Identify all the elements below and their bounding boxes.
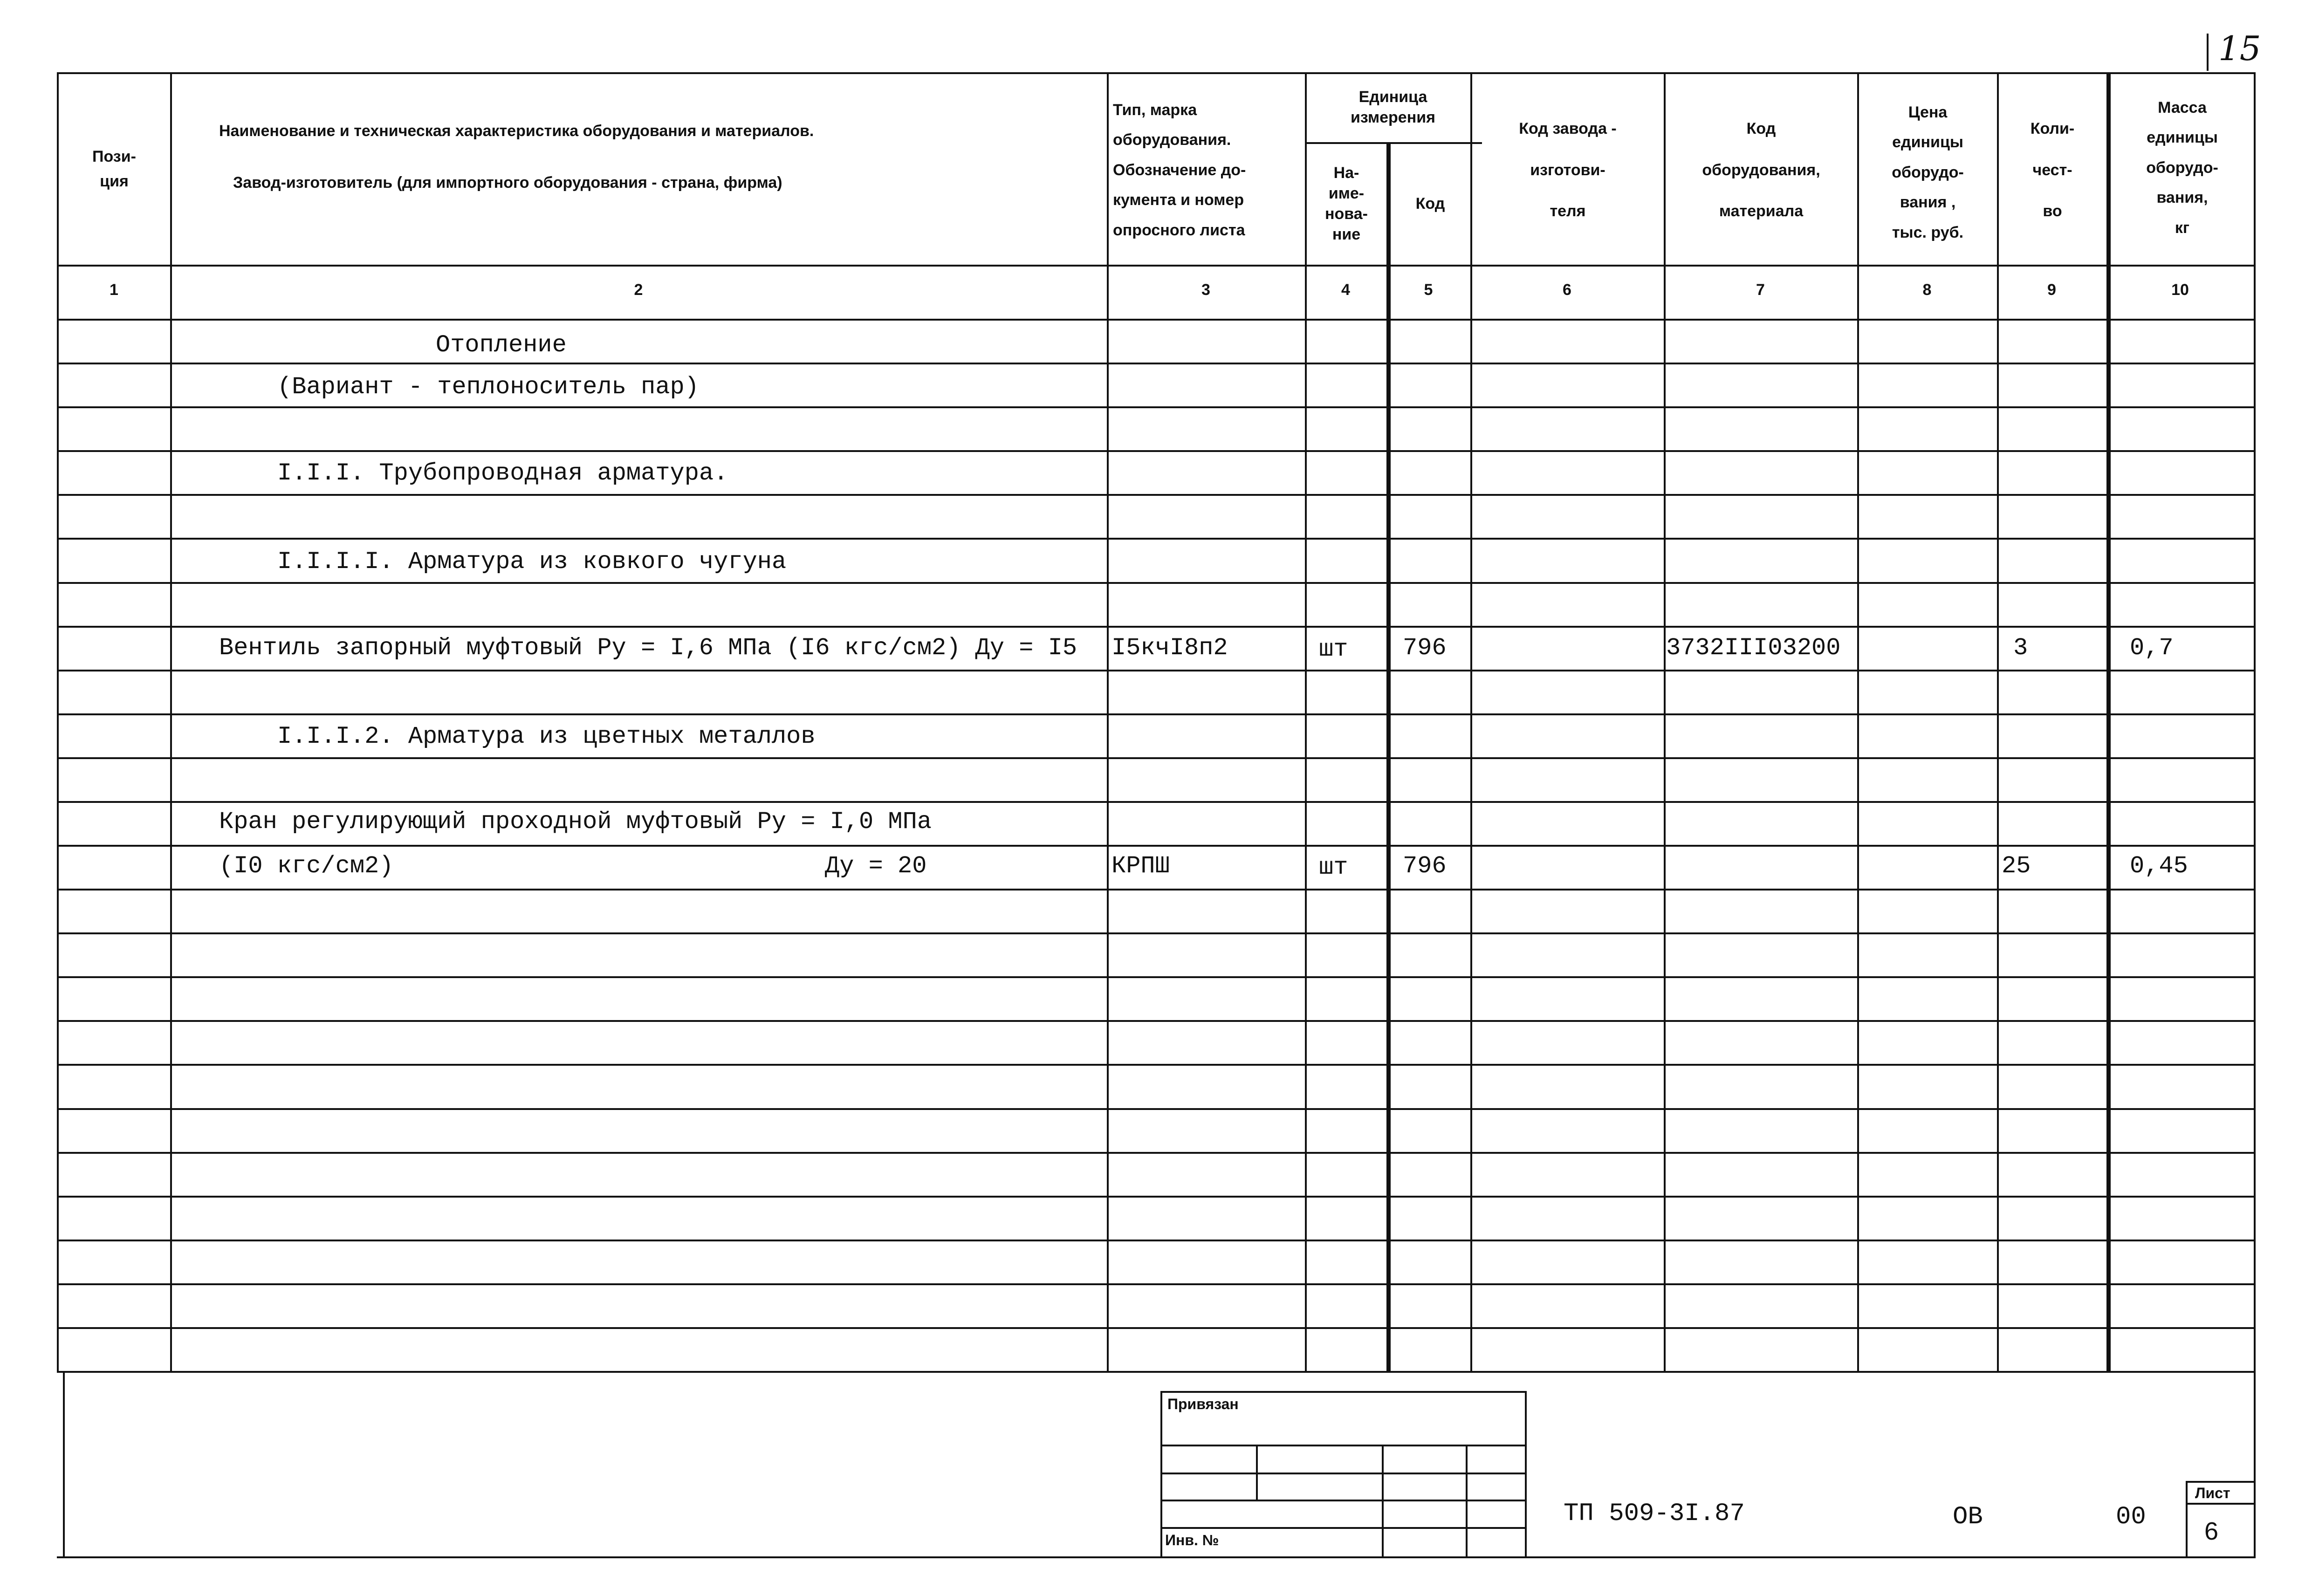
stamp-attached-label: Привязан	[1167, 1396, 1239, 1412]
stamp-v-1	[1256, 1445, 1258, 1500]
header-mass-line-5: кг	[2175, 219, 2190, 237]
row-divider	[57, 713, 2256, 715]
header-factory-line-3: теля	[1550, 202, 1586, 220]
item-tap-unit-code: 796	[1403, 852, 1447, 880]
header-name-line-1: Наименование и техническая характеристика оборудования и материалов.	[219, 122, 814, 140]
header-factory-code	[1473, 93, 1663, 247]
column-number-10: 10	[2171, 281, 2189, 299]
stamp-v-3	[1466, 1445, 1468, 1557]
sheet-box-left	[2186, 1481, 2188, 1557]
col-divider-7	[1857, 72, 1859, 1372]
header-price-line-1: Цена	[1908, 103, 1948, 121]
column-number-1: 1	[110, 281, 118, 299]
header-unit-name	[1307, 145, 1386, 262]
column-number-7: 7	[1756, 281, 1765, 299]
header-unit-name-line-2: име-	[1328, 184, 1365, 202]
row-divider	[57, 976, 2256, 978]
header-price-line-5: тыс. руб.	[1892, 223, 1964, 241]
item-valve-type: I5кчI8п2	[1111, 634, 1228, 662]
corner-mark	[2207, 34, 2209, 71]
table-top-border	[57, 72, 2256, 74]
stamp-line-1	[1160, 1445, 1526, 1446]
stamp-top	[1160, 1391, 1526, 1393]
col-divider-3	[1305, 72, 1307, 1372]
header-material-line-1: Код	[1746, 120, 1776, 138]
section-title-heating: Отопление	[436, 331, 567, 359]
col-divider-5	[1470, 72, 1472, 1372]
column-number-5: 5	[1424, 281, 1433, 299]
header-name-line-2: Завод-изготовитель (для импортного оборудования - страна, фирма)	[233, 174, 782, 192]
row-divider	[57, 1152, 2256, 1154]
column-number-8: 8	[1922, 281, 1932, 299]
row-divider	[57, 1283, 2256, 1285]
stamp-line-4	[1160, 1527, 1526, 1529]
row-divider	[57, 1064, 2256, 1066]
header-bottom-border	[57, 265, 2256, 267]
column-number-3: 3	[1201, 281, 1210, 299]
row-divider	[57, 494, 2256, 496]
row-divider	[57, 538, 2256, 540]
stamp-line-2	[1160, 1473, 1526, 1474]
item-valve-name: Вентиль запорный муфтовый Ру = I,6 МПа (I6 кгс/см2) Ду = I5	[219, 634, 1077, 662]
header-position-line-2: ция	[100, 172, 129, 190]
header-factory-line-2: изготови-	[1530, 161, 1605, 179]
row-divider	[57, 845, 2256, 847]
stamp-right	[1525, 1391, 1527, 1557]
row-divider	[57, 582, 2256, 584]
table-right-border	[2254, 72, 2256, 1557]
header-material-code	[1666, 93, 1856, 247]
section-variant: (Вариант - теплоноситель пар)	[277, 373, 699, 401]
header-mass-line-3: оборудо-	[2146, 158, 2218, 177]
header-mass-line-1: Масса	[2158, 98, 2207, 116]
col-divider-8	[1997, 72, 1999, 1372]
sheet-box-top	[2186, 1481, 2256, 1483]
item-valve-quantity: 3	[2013, 634, 2028, 662]
row-divider	[57, 801, 2256, 803]
header-type-line-5: опросного листа	[1113, 221, 1245, 239]
sheet-corner-number: 15	[2218, 29, 2261, 68]
column-number-9: 9	[2047, 281, 2056, 299]
header-unit-group	[1307, 79, 1479, 135]
header-unit-name-line-3: нова-	[1325, 205, 1368, 223]
header-type-line-4: кумента и номер	[1113, 191, 1244, 209]
sheet-bottom-border	[57, 1556, 2256, 1558]
header-mass-line-4: вания,	[2156, 189, 2208, 207]
header-mass	[2111, 79, 2253, 256]
header-unit-code	[1391, 145, 1469, 262]
row-divider	[57, 406, 2256, 408]
col-divider-2	[1107, 72, 1109, 1372]
header-quantity-line-2: чест-	[2032, 161, 2072, 179]
col-divider-9	[2106, 72, 2111, 1372]
row-divider	[57, 932, 2256, 934]
header-material-line-3: материала	[1719, 202, 1804, 220]
sheet-label: Лист	[2195, 1485, 2230, 1501]
header-unit-line-1: Единица	[1358, 88, 1427, 106]
column-numbers-bottom-border	[57, 319, 2256, 321]
header-factory-line-1: Код завода -	[1519, 120, 1617, 138]
row-divider	[57, 1327, 2256, 1329]
row-divider	[57, 757, 2256, 759]
item-tap-name-line-2b: Ду = 20	[825, 852, 927, 880]
stamp-inventory-label: Инв. №	[1165, 1532, 1219, 1548]
row-divider	[57, 450, 2256, 452]
header-quantity-line-3: во	[2043, 202, 2062, 220]
subsection-malleable-iron: I.I.I.I. Арматура из ковкого чугуна	[277, 548, 787, 575]
column-number-6: 6	[1563, 281, 1571, 299]
row-divider	[57, 889, 2256, 890]
header-mass-line-2: единицы	[2147, 129, 2218, 147]
stamp-line-3	[1160, 1500, 1526, 1501]
header-position	[59, 75, 170, 263]
extra-code: 00	[2116, 1503, 2146, 1531]
unit-group-divider	[1305, 142, 1482, 144]
header-type-line-2: оборудования.	[1113, 131, 1231, 149]
row-divider	[57, 1020, 2256, 1022]
stamp-v-2	[1382, 1445, 1384, 1557]
header-unit-name-line-1: На-	[1333, 164, 1359, 182]
header-price	[1859, 89, 1996, 256]
item-valve-unit: шт	[1319, 636, 1348, 663]
row-divider	[57, 363, 2256, 364]
header-unit-code-text: Код	[1415, 194, 1445, 212]
sheet-number: 6	[2204, 1517, 2219, 1545]
sheet-box-divider	[2186, 1503, 2256, 1505]
item-tap-unit: шт	[1319, 854, 1348, 881]
section-code: ОВ	[1953, 1503, 1983, 1531]
item-tap-name-line-1: Кран регулирующий проходной муфтовый Ру = I,0 МПа	[219, 808, 932, 836]
col-divider-1	[170, 72, 172, 1372]
item-valve-unit-code: 796	[1403, 634, 1447, 662]
header-quantity-line-1: Коли-	[2030, 120, 2075, 138]
col-divider-6	[1664, 72, 1666, 1372]
row-divider	[57, 626, 2256, 628]
table-bottom-border	[57, 1371, 2256, 1373]
item-tap-name-line-2a: (I0 кгс/см2)	[219, 852, 394, 880]
header-unit-line-2: измерения	[1351, 109, 1435, 126]
column-number-4: 4	[1341, 281, 1350, 299]
item-tap-mass: 0,45	[2130, 852, 2188, 880]
subsection-pipe-fittings: I.I.I. Трубопроводная арматура.	[277, 459, 728, 487]
column-number-2: 2	[634, 281, 643, 299]
header-price-line-2: единицы	[1892, 133, 1963, 151]
row-divider	[57, 1240, 2256, 1241]
header-type	[1113, 79, 1302, 261]
item-valve-material-code: 3732III03200	[1666, 634, 1841, 662]
header-material-line-2: оборудования,	[1702, 161, 1820, 179]
table-left-border	[57, 72, 59, 1372]
header-price-line-3: оборудо-	[1892, 163, 1964, 181]
subsection-nonferrous: I.I.I.2. Арматура из цветных металлов	[277, 723, 816, 750]
header-price-line-4: вания ,	[1900, 193, 1956, 212]
row-divider	[57, 1196, 2256, 1198]
sheet-left-border	[63, 1371, 65, 1557]
row-divider	[57, 670, 2256, 671]
header-type-line-3: Обозначение до-	[1113, 161, 1246, 179]
header-type-line-1: Тип, марка	[1113, 101, 1197, 119]
item-valve-mass: 0,7	[2130, 634, 2174, 662]
row-divider	[57, 1108, 2256, 1110]
item-tap-quantity: 25	[2002, 852, 2031, 880]
header-position-line-1: Пози-	[92, 147, 136, 165]
stamp-left	[1160, 1391, 1162, 1557]
item-tap-type: КРПШ	[1111, 852, 1170, 880]
header-quantity	[1999, 93, 2106, 247]
document-code: ТП 509-3I.87	[1564, 1500, 1745, 1528]
header-unit-name-line-4: ние	[1332, 226, 1361, 244]
